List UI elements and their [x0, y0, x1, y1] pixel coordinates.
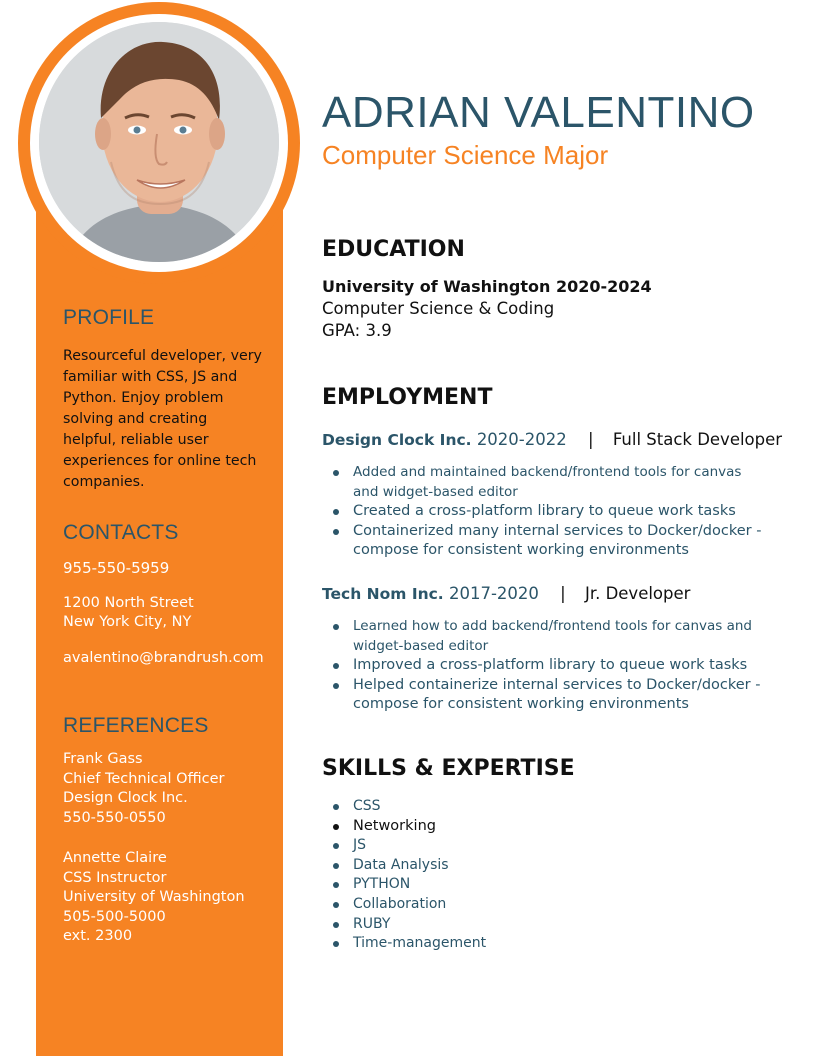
job-separator: |: [588, 430, 594, 449]
reference-name: Frank Gass: [63, 751, 143, 767]
profile-heading: PROFILE: [63, 306, 155, 329]
address-line-1: 1200 North Street: [63, 595, 194, 611]
reference-2: [63, 849, 245, 947]
education-gpa: GPA: 3.9: [322, 321, 392, 340]
reference-1: [63, 750, 224, 828]
email-address: avalentino@brandrush.com: [63, 650, 264, 666]
bullet-icon: [333, 843, 339, 849]
bullet-icon: [333, 663, 339, 669]
phone-number: 955-550-5959: [63, 559, 170, 577]
bullet-icon: [333, 683, 339, 689]
skills-list: [322, 797, 762, 954]
address-line-2: New York City, NY: [63, 614, 192, 630]
list-item: Improved a cross-platform library to queue work tasks: [322, 656, 762, 676]
address: [63, 594, 194, 632]
contacts-heading: CONTACTS: [63, 521, 179, 544]
reference-org: Design Clock Inc.: [63, 790, 188, 806]
education-heading: EDUCATION: [322, 237, 465, 262]
employment-heading: EMPLOYMENT: [322, 385, 493, 410]
education-school: University of Washington 2020-2024: [322, 277, 652, 296]
job-separator: |: [560, 584, 566, 603]
full-name: ADRIAN VALENTINO: [322, 88, 755, 137]
reference-role: CSS Instructor: [63, 869, 167, 886]
profile-text: Resourceful developer, very familiar with CSS, JS and Python. Enjoy problem solving and creating helpful, reliable user experiences for online tech companies.: [63, 348, 262, 490]
list-item: Containerized many internal services to Docker/docker - compose for consistent working environments: [322, 522, 762, 561]
reference-phone: 550-550-0550: [63, 809, 166, 826]
bullet-icon: [333, 863, 339, 869]
job-role: Full Stack Developer: [612, 430, 783, 449]
job-1-header: [322, 430, 782, 449]
job-years: 2017-2020: [448, 584, 539, 603]
reference-org: University of Washington: [63, 889, 245, 905]
list-item: Learned how to add backend/frontend tools for canvas and widget-based editor: [322, 617, 762, 656]
job-2-bullets: [322, 617, 762, 715]
reference-ext: ext. 2300: [63, 928, 133, 944]
references-heading: REFERENCES: [63, 714, 209, 737]
bullet-icon: [333, 470, 339, 476]
skill-item: JS: [322, 836, 762, 856]
job-years: 2020-2022: [476, 430, 567, 449]
bullet-icon: [333, 941, 339, 947]
skill-item: PYTHON: [322, 875, 762, 895]
list-item: Created a cross-platform library to queue work tasks: [322, 502, 762, 522]
reference-phone: 505-500-5000: [63, 908, 166, 925]
skills-heading: SKILLS & EXPERTISE: [322, 756, 575, 781]
job-role: Jr. Developer: [584, 584, 691, 603]
skill-item: RUBY: [322, 915, 762, 935]
bullet-icon: [333, 824, 339, 830]
bullet-icon: [333, 804, 339, 810]
portrait-illustration: [39, 22, 279, 262]
reference-name: Annette Claire: [63, 850, 167, 866]
skill-item: Data Analysis: [322, 856, 762, 876]
job-title: Computer Science Major: [322, 140, 609, 170]
skill-item: Networking: [322, 817, 762, 837]
list-item: Helped containerize internal services to Docker/docker - compose for consistent working environments: [322, 676, 762, 715]
bullet-icon: [333, 509, 339, 515]
job-company: Tech Nom Inc.: [322, 585, 444, 603]
bullet-icon: [333, 902, 339, 908]
skill-item: CSS: [322, 797, 762, 817]
skill-item: Time-management: [322, 934, 762, 954]
job-1-bullets: [322, 463, 762, 561]
education-program: Computer Science & Coding: [322, 299, 555, 318]
bullet-icon: [333, 882, 339, 888]
job-2-header: [322, 584, 690, 603]
bullet-icon: [333, 624, 339, 630]
reference-role: Chief Technical Officer: [63, 770, 225, 787]
list-item: Added and maintained backend/frontend tools for canvas and widget-based editor: [322, 463, 762, 502]
skill-item: Collaboration: [322, 895, 762, 915]
profile-photo: [39, 22, 279, 262]
bullet-icon: [333, 529, 339, 535]
bullet-icon: [333, 922, 339, 928]
job-company: Design Clock Inc.: [322, 431, 472, 449]
